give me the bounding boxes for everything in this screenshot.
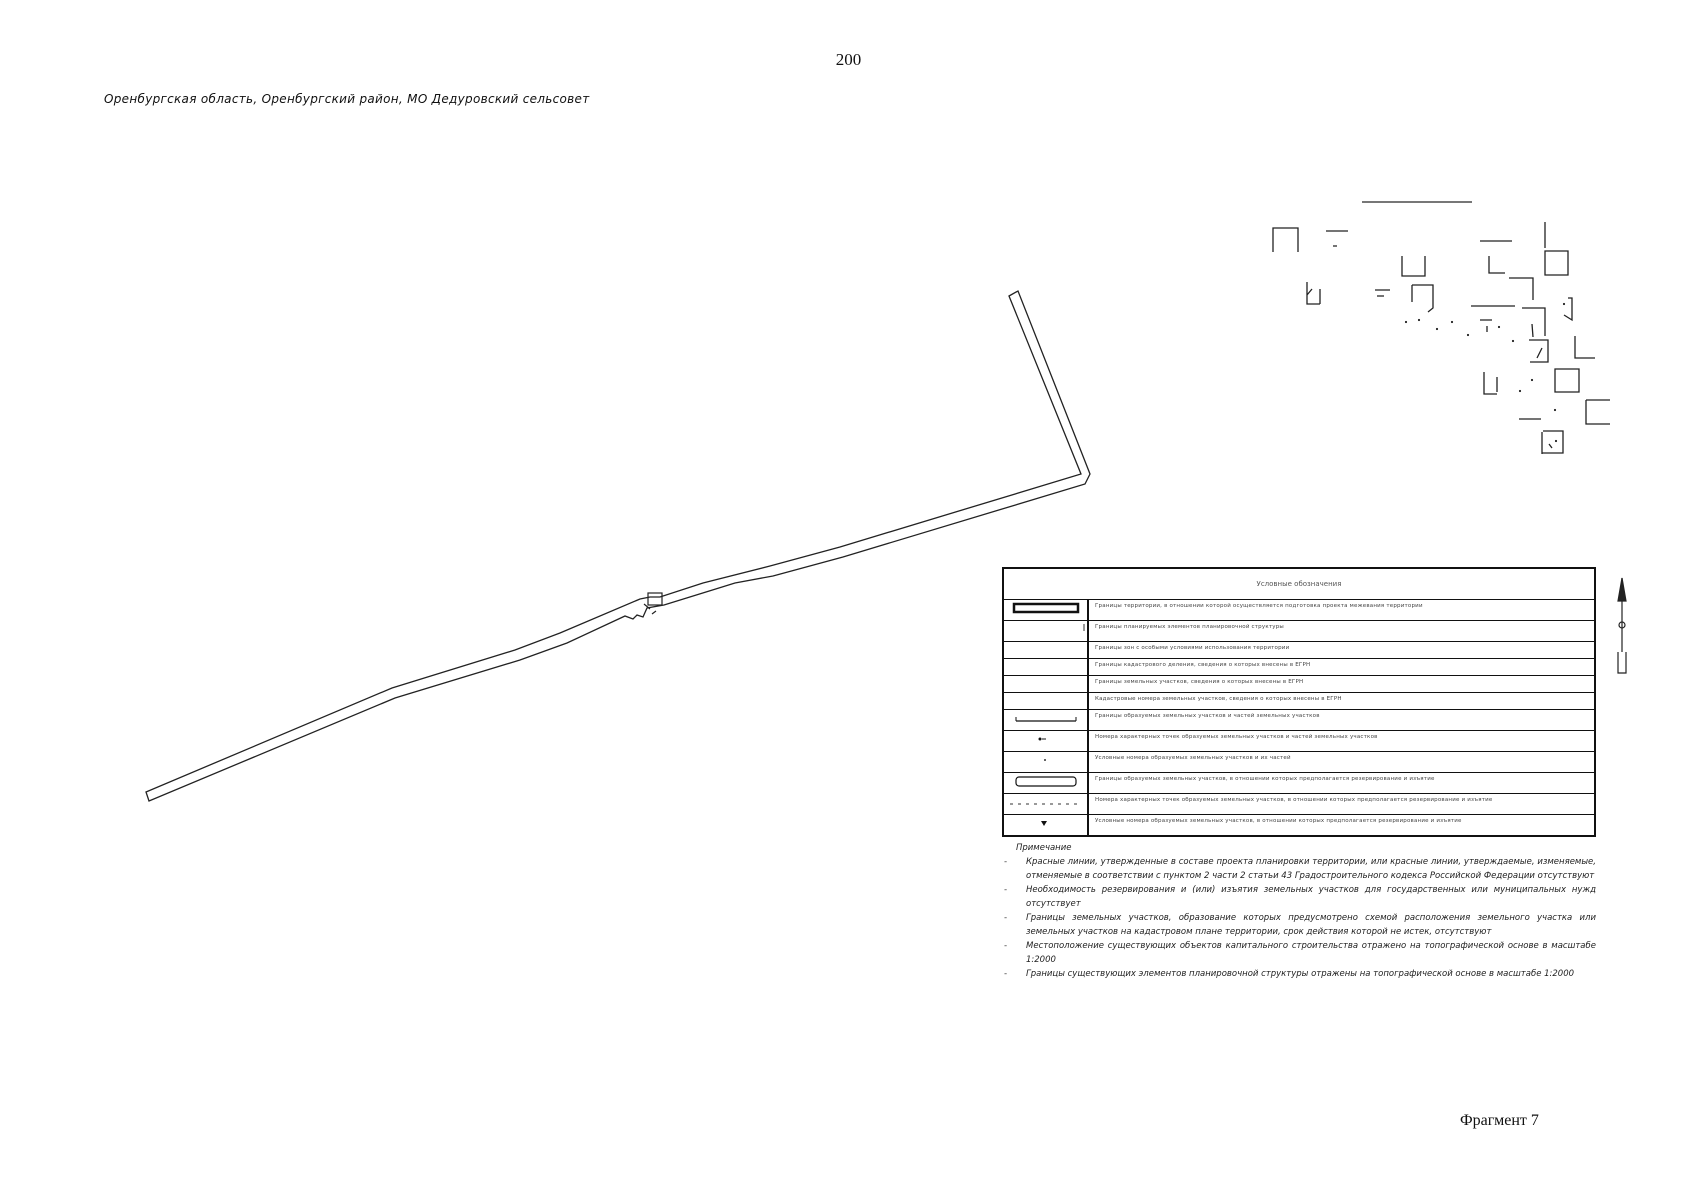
legend-row [1004,620,1594,641]
legend-title: Условные обозначения [1004,569,1594,600]
legend-symbol [1004,794,1089,814]
legend-symbol [1004,621,1089,641]
legend-symbol [1004,676,1089,692]
legend-symbol [1004,659,1089,675]
legend-row [1004,793,1594,814]
legend-row [1004,730,1594,751]
legend-symbol [1004,693,1089,709]
north-arrow-icon [1618,578,1626,673]
legend-text: Границы зон с особыми условиями использования территории [1095,645,1290,651]
legend-text: Номера характерных точек образуемых земельных участков, в отношении которых предполагается резервирование и изъятие [1095,797,1493,803]
legend-rows [1004,600,1594,835]
legend-row [1004,709,1594,730]
region-caption: Оренбургская область, Оренбургский район, МО Дедуровский сельсовет [104,92,590,106]
legend-text: Условные номера образуемых земельных участков, в отношении которых предполагается резервирование и изъятие [1095,818,1462,824]
note-item: - Границы существующих элементов планировочной структуры отражены на топографической основе в масштабе 1:2000 [1002,967,1596,981]
legend-symbol [1004,752,1089,772]
legend-row [1004,814,1594,835]
legend-row [1004,772,1594,793]
legend-row [1004,675,1594,692]
legend-text: Границы территории, в отношении которой осуществляется подготовка проекта межевания территории [1095,603,1423,609]
legend-symbol [1004,600,1089,620]
note-item: - Границы земельных участков, образование которых предусмотрено схемой расположения земельного участка или земельных участков на кадастровом плане территории, срок действия которой не истек, отсутствуют [1002,911,1596,939]
notes-title: Примечание [1016,843,1072,853]
location-scheme-inset [1273,222,1610,454]
notes-list [1002,855,1596,981]
legend-text: Границы кадастрового деления, сведения о которых внесены в ЕГРН [1095,662,1311,668]
location-scheme-dots [1405,303,1565,442]
legend-text: Границы образуемых земельных участков, в отношении которых предполагается резервирование и изъятие [1095,776,1435,782]
legend-row [1004,751,1594,772]
legend-text: Границы образуемых земельных участков и частей земельных участков [1095,713,1320,719]
legend-symbol [1004,815,1089,835]
junction-detail [644,593,662,614]
legend-row [1004,692,1594,709]
legend-row [1004,641,1594,658]
legend-text: Условные номера образуемых земельных участков и их частей [1095,755,1291,761]
legend-table [1002,567,1596,837]
legend-symbol [1004,731,1089,751]
legend-text: Номера характерных точек образуемых земельных участков и частей земельных участков [1095,734,1378,740]
note-item: - Необходимость резервирования и (или) изъятия земельных участков для государственных или муниципальных нужд отсутствует [1002,883,1596,911]
legend-row [1004,600,1594,620]
legend-text: Границы планируемых элементов планировочной структуры [1095,624,1284,630]
legend-symbol [1004,642,1089,658]
page-number: 200 [835,50,862,69]
road-corridor-boundary [146,291,1090,801]
legend-text: Кадастровые номера земельных участков, сведения о которых внесены в ЕГРН [1095,696,1342,702]
legend-text: Границы земельных участков, сведения о которых внесены в ЕГРН [1095,679,1304,685]
notes-block [1002,841,1596,981]
note-item: - Местоположение существующих объектов капитального строительства отражено на топографической основе в масштабе 1:2000 [1002,939,1596,967]
legend-symbol [1004,773,1089,793]
note-item: - Красные линии, утвержденные в составе проекта планировки территории, или красные линии, утверждаемые, изменяемые, отменяемые в соответствии с пунктом 2 части 2 статьи 43 Градостроительного кодекса Российской Федерации отсутствуют [1002,855,1596,883]
location-scheme-label [1362,201,1472,203]
fragment-label: Фрагмент 7 [1460,1112,1539,1129]
legend-symbol [1004,710,1089,730]
legend-row [1004,658,1594,675]
